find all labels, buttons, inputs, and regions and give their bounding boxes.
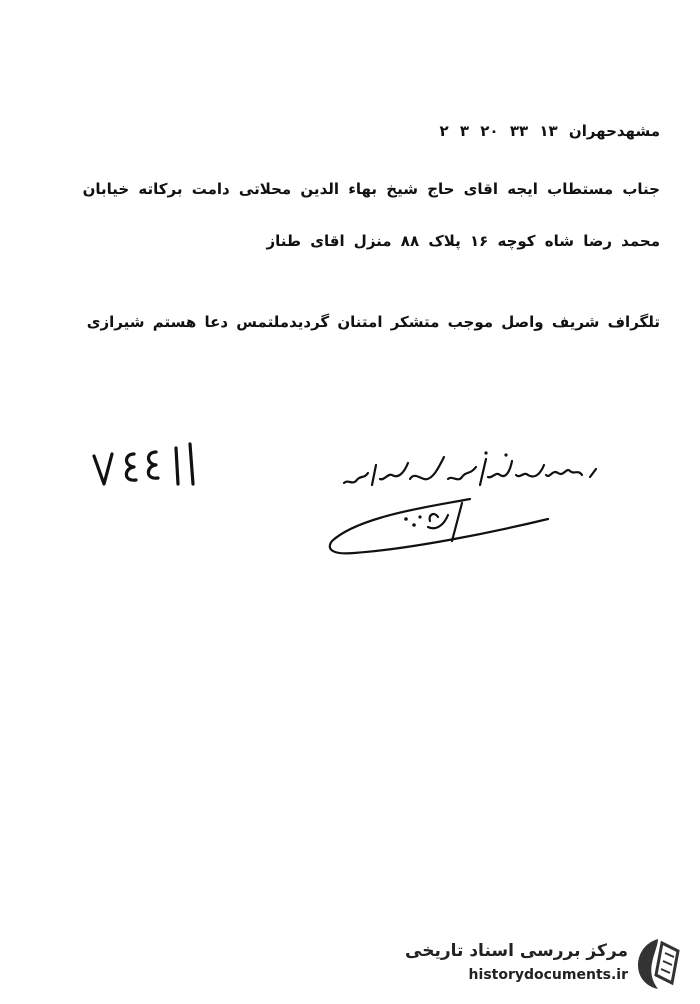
archive-watermark <box>405 935 690 995</box>
watermark-url: historydocuments.ir <box>468 967 628 983</box>
address-line: محمد رضا شاه کوچه ۱۶ پلاک ۸۸ منزل اقای طناز <box>266 232 660 250</box>
watermark-title: مرکز بررسی اسناد تاریخی <box>405 941 628 961</box>
archive-book-logo-icon <box>632 935 684 991</box>
recipient-line: جناب مستطاب ایجه اقای حاج شیخ بهاء الدین محلاتی دامت برکاته خیابان <box>82 180 660 198</box>
handwritten-number <box>90 440 200 490</box>
telegram-body-line: تلگراف شریف واصل موجب متشکر امتنان گردیدملتمس دعا هستم شیرازی <box>86 313 660 331</box>
telegram-header-line: مشهدحهران ۱۳ ۳۳ ۲۰ ۳ ۲ <box>439 122 660 140</box>
handwritten-signature <box>320 445 600 565</box>
